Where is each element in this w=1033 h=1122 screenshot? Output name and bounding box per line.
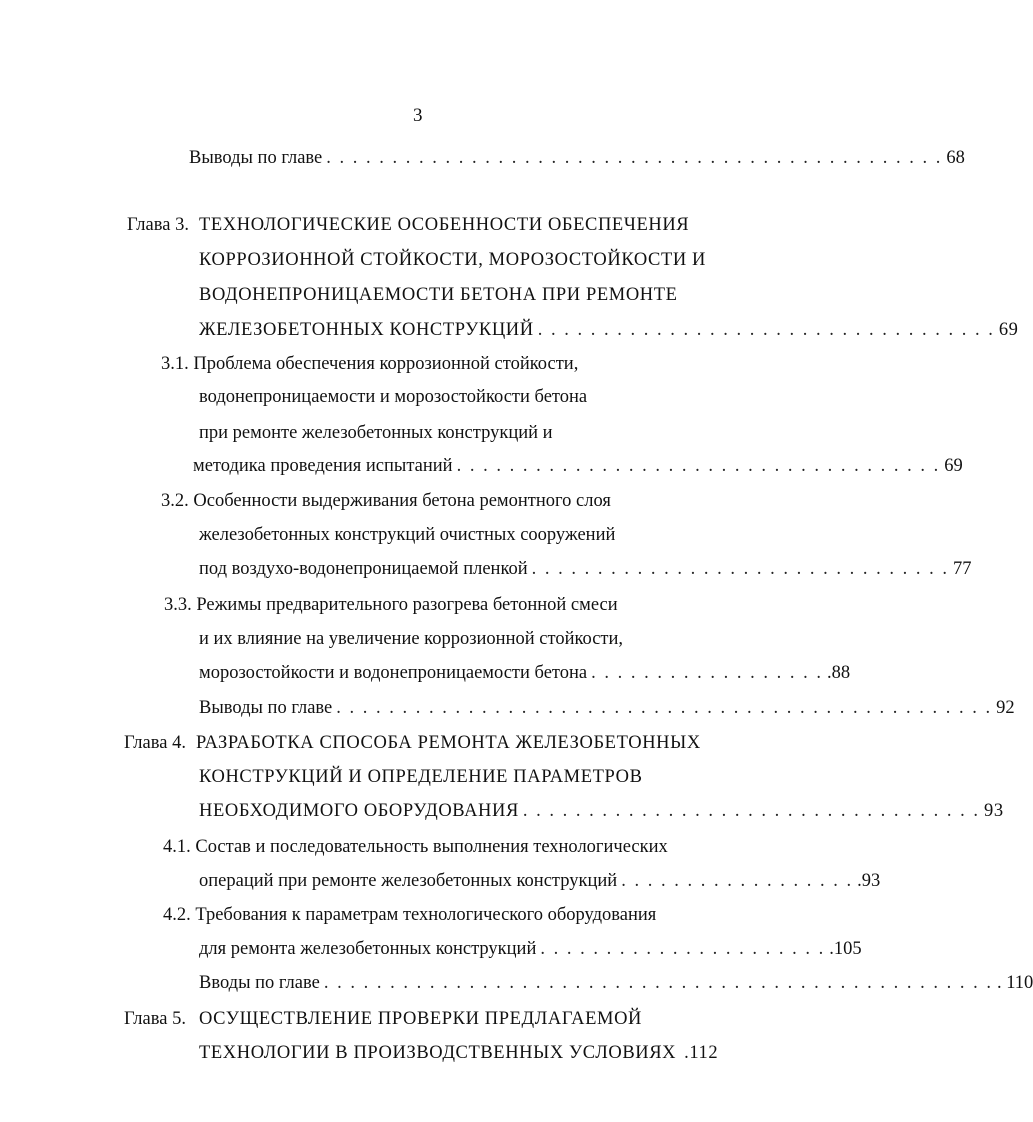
chapter-title-line: ОСУЩЕСТВЛЕНИЕ ПРОВЕРКИ ПРЕДЛАГАЕМОЙ <box>199 1009 642 1029</box>
chapter-label: Глава 4. <box>124 733 186 753</box>
toc-leader-dots: . . . . . . . . . . . . . . . . . . . . . . . . . . . . . . . . <box>531 559 950 579</box>
toc-page-number: 68 <box>946 148 965 168</box>
toc-leader-dots: . . . . . . . . . . . . . . . . . . <box>591 663 823 683</box>
toc-entry-4-2 <box>199 938 862 960</box>
toc-page-number: 92 <box>996 698 1015 718</box>
chapter-title-line: ВОДОНЕПРОНИЦАЕМОСТИ БЕТОНА ПРИ РЕМОНТЕ <box>199 285 678 305</box>
section-title-line: железобетонных конструкций очистных сооружений <box>199 525 616 545</box>
toc-page-number: .112 <box>684 1043 719 1063</box>
toc-entry-chapter-3 <box>199 319 1019 341</box>
section-title-line: под воздухо-водонепроницаемой пленкой <box>199 559 528 579</box>
chapter-title-line: ЖЕЛЕЗОБЕТОННЫХ КОНСТРУКЦИЙ <box>199 320 534 340</box>
section-title-line: 3.1. Проблема обеспечения коррозионной стойкости, <box>161 354 579 374</box>
toc-page-number: 69 <box>944 456 963 476</box>
chapter-title-line: ТЕХНОЛОГИИ В ПРОИЗВОДСТВЕННЫХ УСЛОВИЯХ <box>199 1043 677 1063</box>
toc-leader-dots: . . . . . . . . . . . . . . . . . . . . . . . . . . . . . . . . . . . <box>537 320 995 340</box>
section-title-line: 3.3. Режимы предварительного разогрева бетонной смеси <box>164 595 618 615</box>
toc-leader-dots: . . . . . . . . . . . . . . . . . . . . . . . . . . . . . . . . . . . . . . . . . . . . . . . . . . . <box>323 973 993 993</box>
section-title-line: морозостойкости и водонепроницаемости бетона <box>199 663 588 683</box>
toc-page-number: .88 <box>827 663 851 683</box>
page-number: 3 <box>413 105 423 126</box>
toc-entry-3-3 <box>199 662 851 684</box>
toc-entry-4-1 <box>199 870 881 892</box>
toc-entry-conclusions-ch4 <box>199 972 1033 994</box>
chapter-title-line: НЕОБХОДИМОГО ОБОРУДОВАНИЯ <box>199 801 519 821</box>
toc-leader-dots: . . . . . . . . . . . . . . . . . . . . . . . . . . . . . . . . . . . . . . . . . . . . . . . . . . <box>336 698 993 718</box>
toc-entry-title: Выводы по главе <box>199 698 333 718</box>
section-title-line: и их влияние на увеличение коррозионной стойкости, <box>199 629 624 649</box>
toc-page-number: .93 <box>857 871 881 891</box>
toc-page-number: 77 <box>953 559 972 579</box>
section-title-line: 4.1. Состав и последовательность выполнения технологических <box>163 837 668 857</box>
toc-leader-dots: . . . . . . . . . . . . . . . . . . . . . . . . . . . . . . . . . . . <box>522 801 981 821</box>
section-title-line: при ремонте железобетонных конструкций и <box>199 423 553 443</box>
toc-page-number: .105 <box>829 939 862 959</box>
toc-entry-title: Вводы по главе <box>199 973 320 993</box>
toc-leader-dots: . . . . . . . . . . . . . . . . . . <box>621 871 854 891</box>
chapter-title-line: ТЕХНОЛОГИЧЕСКИЕ ОСОБЕННОСТИ ОБЕСПЕЧЕНИЯ <box>199 215 690 235</box>
toc-leader-dots: . . . . . . . . . . . . . . . . . . . . . . . . . . . . . . . . . . . . . . . . . . . . . . . <box>326 148 943 168</box>
toc-entry-conclusions-ch2 <box>189 147 965 169</box>
toc-entry-conclusions-ch3 <box>199 697 1015 719</box>
section-title-line: 3.2. Особенности выдерживания бетона ремонтного слоя <box>161 491 611 511</box>
toc-leader-dots: . . . . . . . . . . . . . . . . . . . . . . <box>540 939 826 959</box>
toc-leader-dots: . . . . . . . . . . . . . . . . . . . . . . . . . . . . . . . . . . . . . <box>456 456 941 476</box>
section-title-line: методика проведения испытаний <box>193 456 453 476</box>
section-title-line: для ремонта железобетонных конструкций <box>199 939 537 959</box>
toc-entry-3-2 <box>199 558 972 580</box>
chapter-label: Глава 3. <box>127 215 189 235</box>
section-title-line: водонепроницаемости и морозостойкости бетона <box>199 387 588 407</box>
chapter-title-line: КОНСТРУКЦИЙ И ОПРЕДЕЛЕНИЕ ПАРАМЕТРОВ <box>199 767 643 787</box>
toc-entry-title: Выводы по главе <box>189 148 323 168</box>
section-title-line: 4.2. Требования к параметрам технологического оборудования <box>163 905 657 925</box>
toc-entry-chapter-5 <box>199 1042 719 1064</box>
toc-entry-3-1 <box>193 455 963 477</box>
chapter-label: Глава 5. <box>124 1009 186 1029</box>
section-title-line: операций при ремонте железобетонных конструкций <box>199 871 618 891</box>
toc-entry-chapter-4 <box>199 800 1004 822</box>
chapter-title-line: РАЗРАБОТКА СПОСОБА РЕМОНТА ЖЕЛЕЗОБЕТОННЫХ <box>196 733 701 753</box>
toc-page-number: 93 <box>984 801 1004 821</box>
chapter-title-line: КОРРОЗИОННОЙ СТОЙКОСТИ, МОРОЗОСТОЙКОСТИ И <box>199 250 706 270</box>
toc-page-number: . 110 <box>996 973 1033 993</box>
toc-page-number: 69 <box>998 320 1019 340</box>
